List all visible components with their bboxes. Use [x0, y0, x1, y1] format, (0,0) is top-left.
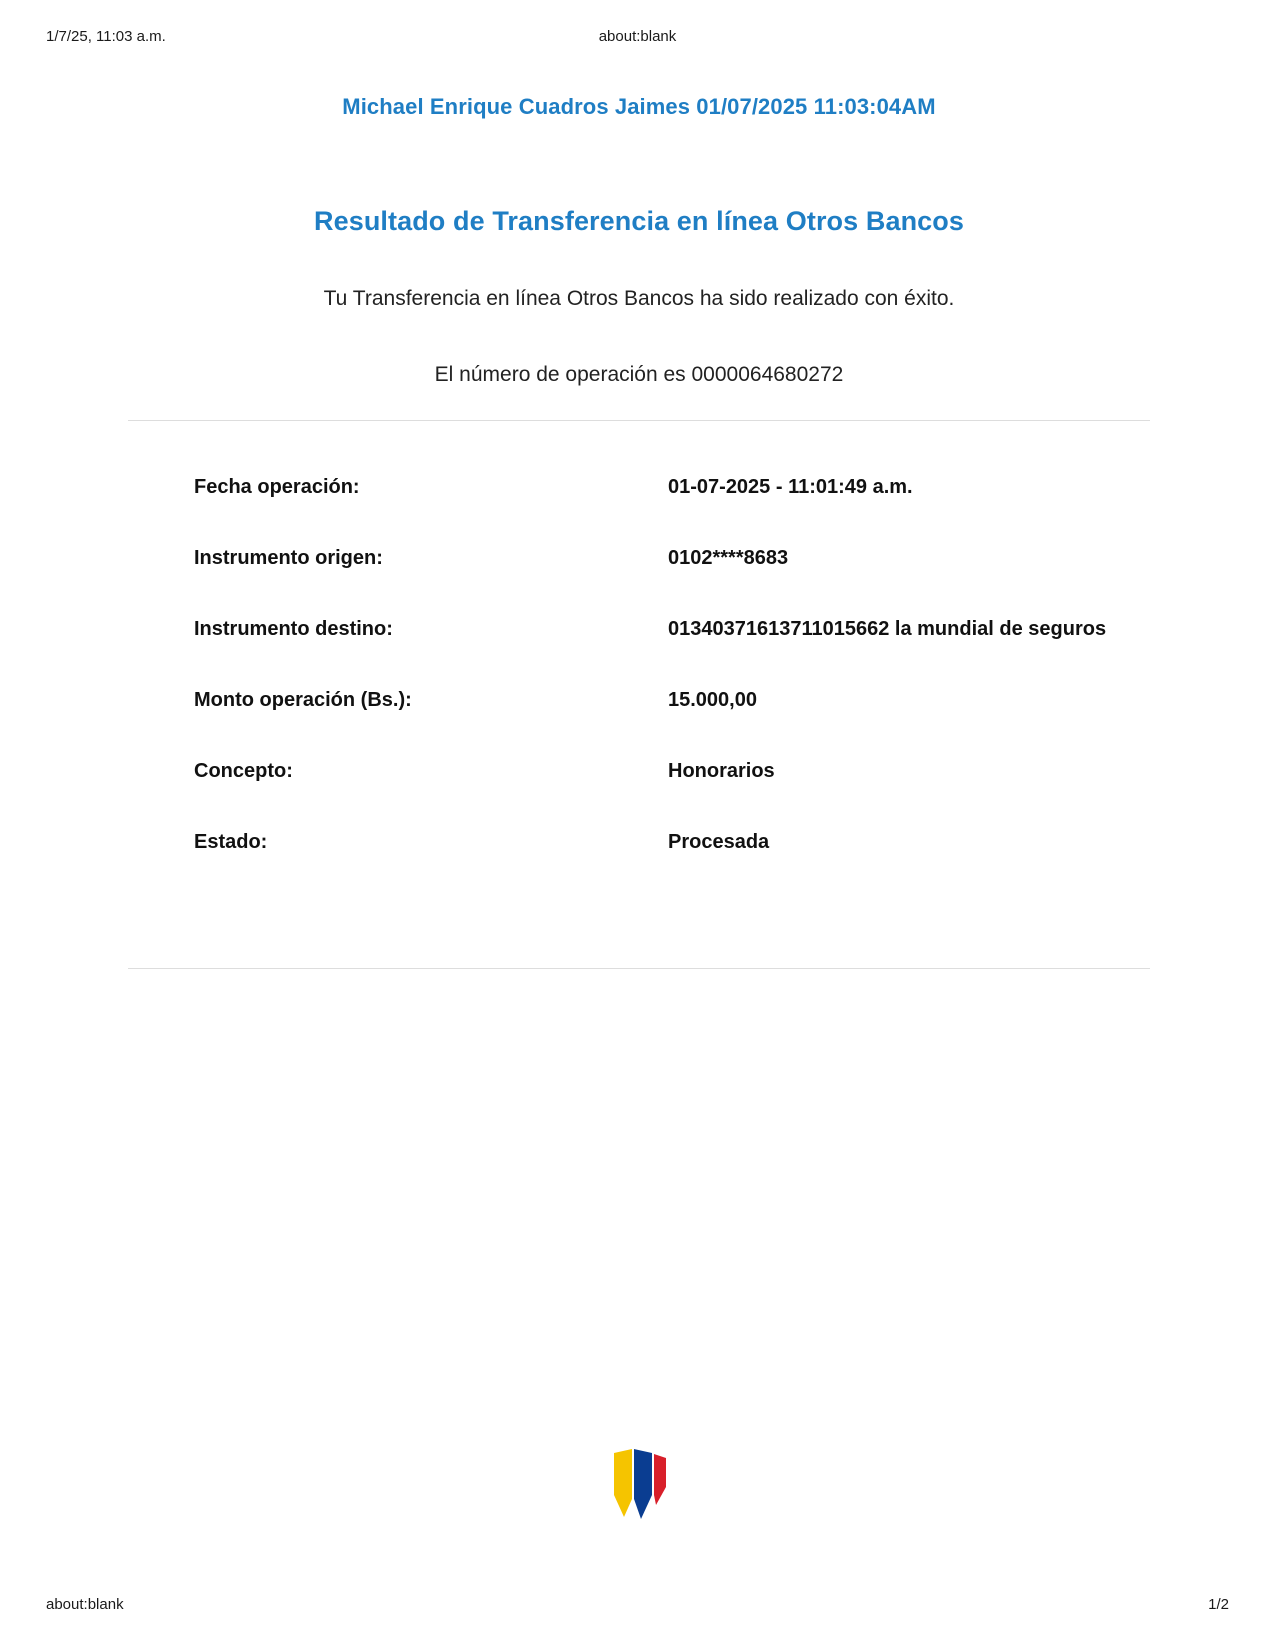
- table-row: [194, 827, 1150, 858]
- details-table: [194, 472, 1150, 898]
- detail-label-concepto: Concepto:: [194, 760, 293, 782]
- table-row: [194, 543, 1150, 574]
- detail-label-instrumento-destino: Instrumento destino:: [194, 618, 393, 640]
- print-header-url: about:blank: [598, 28, 677, 45]
- document-content: [128, 72, 1150, 853]
- detail-value-monto-operacion: 15.000,00: [668, 689, 757, 711]
- detail-label-fecha-operacion: Fecha operación:: [194, 476, 360, 498]
- detail-value-instrumento-destino: 01340371613711015662 la mundial de seguros: [668, 618, 1107, 640]
- table-row: [194, 472, 1150, 503]
- print-header-date: 1/7/25, 11:03 a.m.: [46, 28, 166, 45]
- detail-value-fecha-operacion: 01-07-2025 - 11:01:49 a.m.: [668, 476, 913, 498]
- table-row: [194, 756, 1150, 787]
- divider-top: [128, 420, 1150, 421]
- detail-label-estado: Estado:: [194, 831, 268, 853]
- print-footer: [0, 1596, 1275, 1616]
- page-title: Resultado de Transferencia en línea Otros Bancos: [313, 206, 964, 236]
- print-footer-url: about:blank: [46, 1596, 124, 1613]
- print-footer-pagenum: 1/2: [1208, 1596, 1229, 1613]
- detail-label-instrumento-origen: Instrumento origen:: [194, 547, 383, 569]
- bank-logo-icon: [610, 1447, 668, 1521]
- greeting-line: Michael Enrique Cuadros Jaimes 01/07/2025 11:03:04AM: [342, 94, 936, 119]
- table-row: [194, 614, 1150, 645]
- operation-number: El número de operación es 0000064680272: [434, 363, 844, 386]
- table-row: [194, 685, 1150, 716]
- print-header: [0, 28, 1275, 48]
- detail-value-concepto: Honorarios: [668, 760, 775, 782]
- divider-bottom: [128, 968, 1150, 969]
- bank-logo: [128, 1447, 1150, 1526]
- success-message: Tu Transferencia en línea Otros Bancos ha sido realizado con éxito.: [323, 287, 955, 310]
- detail-label-monto-operacion: Monto operación (Bs.):: [194, 689, 412, 711]
- detail-value-instrumento-origen: 0102****8683: [668, 547, 789, 569]
- detail-value-estado: Procesada: [668, 831, 770, 853]
